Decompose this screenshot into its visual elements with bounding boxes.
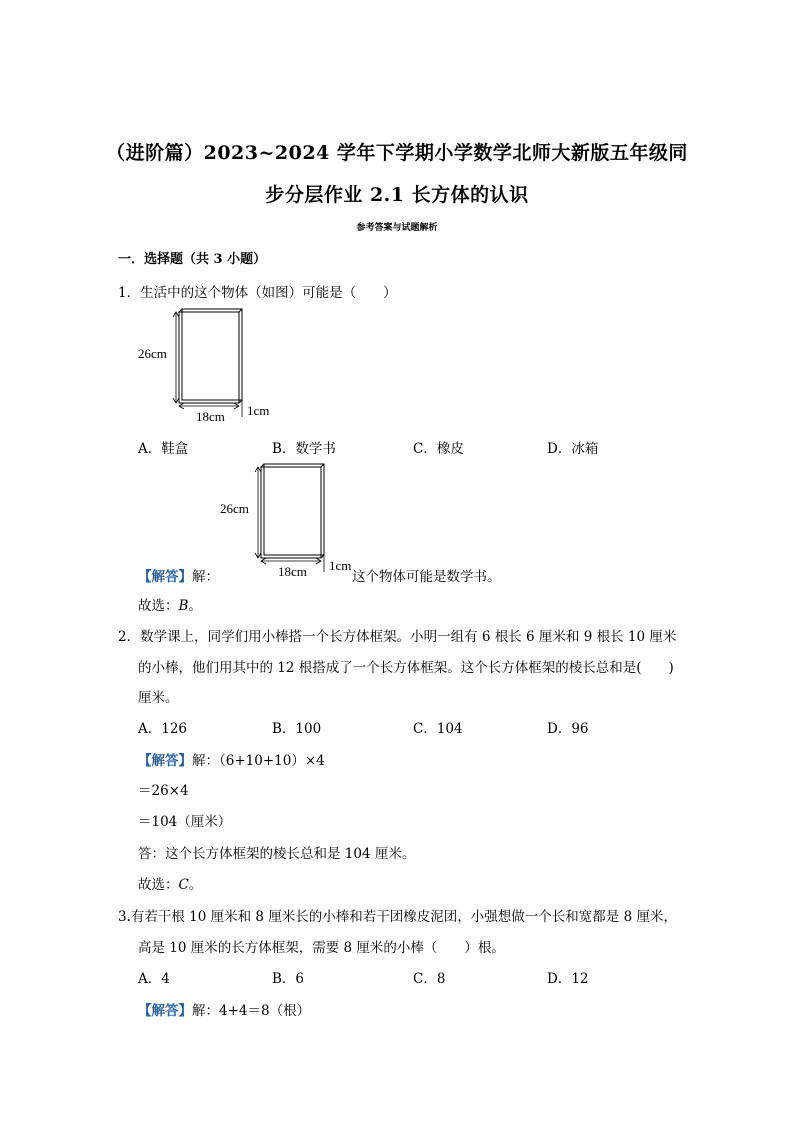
question-1-option-c[interactable]: C．橡皮 <box>413 441 464 457</box>
question-1-figure <box>138 305 278 427</box>
question-3-option-a[interactable]: A．4 <box>138 971 170 987</box>
section-title: 一．选择题（共 3 小题） <box>118 252 267 267</box>
final-suffix: 。 <box>188 598 202 614</box>
document-title-line-1: （进阶篇）2023~2024 学年下学期小学数学北师大新版五年级同 <box>106 142 688 164</box>
question-2-solution-line-1 <box>138 749 325 769</box>
question-3-option-c[interactable]: C．8 <box>413 971 446 987</box>
final-answer-letter: B <box>178 598 189 614</box>
figure-depth-label: 1cm <box>247 403 270 418</box>
solution-tag: 【解答】 <box>138 569 192 585</box>
document-subtitle: 参考答案与试题解析 <box>356 223 438 233</box>
question-1-option-d[interactable]: D．冰箱 <box>547 441 599 457</box>
question-3-stem-line-1: 3.有若干根 10 厘米和 8 厘米长的小棒和若干团橡皮泥团，小强想做一个长和宽都是 8 厘米， <box>118 909 677 925</box>
question-2-solution-line-3: ＝104（厘米） <box>138 814 232 830</box>
question-3-stem-line-2: 高是 10 厘米的长方体框架，需要 8 厘米的小棒（ ）根。 <box>138 940 505 956</box>
height-dimension <box>173 312 179 403</box>
question-2-option-c[interactable]: C．104 <box>413 721 463 737</box>
question-1-option-b[interactable]: B．数学书 <box>272 441 336 457</box>
solution-text: 解：4+4＝8（根） <box>192 1003 311 1019</box>
figure-height-label: 26cm <box>138 346 167 361</box>
question-1-final-answer <box>138 594 202 614</box>
question-3-option-d[interactable]: D．12 <box>547 971 589 987</box>
question-2-solution-line-2: ＝26×4 <box>138 783 189 799</box>
final-prefix: 故选： <box>138 877 179 893</box>
solution-text: 解：（6+10+10）×4 <box>192 753 325 769</box>
figure-depth-label: 1cm <box>329 558 352 573</box>
figure-width-label: 18cm <box>278 564 307 579</box>
question-2-stem-line-3: 厘米。 <box>138 690 179 706</box>
question-1-solution-text: 这个物体可能是数学书。 <box>352 569 501 585</box>
question-2-option-b[interactable]: B．100 <box>272 721 322 737</box>
figure-width-label: 18cm <box>196 409 225 424</box>
figure-height-label: 26cm <box>220 501 249 516</box>
document-title-line-2: 步分层作业 2.1 长方体的认识 <box>265 184 529 206</box>
rectangle-book-drawing <box>179 309 242 403</box>
final-suffix: 。 <box>188 877 203 893</box>
question-1-option-a[interactable]: A．鞋盒 <box>138 441 189 457</box>
question-2-option-d[interactable]: D．96 <box>547 721 589 737</box>
question-1-stem: 1．生活中的这个物体（如图）可能是（ ） <box>118 285 397 301</box>
solution-tag: 【解答】 <box>138 753 192 769</box>
rectangle-book-drawing <box>261 464 324 558</box>
question-1-solution <box>138 565 219 585</box>
final-answer-letter: C <box>178 877 189 893</box>
question-3-solution-line-1 <box>138 999 310 1019</box>
question-2-solution-line-4: 答：这个长方体框架的棱长总和是 104 厘米。 <box>138 846 416 862</box>
question-3-option-b[interactable]: B．6 <box>272 971 305 987</box>
question-2-option-a[interactable]: A．126 <box>138 721 188 737</box>
question-2-stem-line-1: 2．数学课上，同学们用小棒搭一个长方体框架。小明一组有 6 根长 6 厘米和 9 根长 10 厘米 <box>118 629 677 645</box>
question-2-stem-line-2: 的小棒，他们用其中的 12 根搭成了一个长方体框架。这个长方体框架的棱长总和是( ) <box>138 660 674 676</box>
height-dimension <box>255 467 261 558</box>
final-prefix: 故选： <box>138 598 179 614</box>
question-2-final-answer <box>138 873 202 893</box>
solution-tag: 【解答】 <box>138 1003 192 1019</box>
solution-prefix: 解： <box>192 569 219 585</box>
question-1-solution-figure <box>220 460 360 582</box>
